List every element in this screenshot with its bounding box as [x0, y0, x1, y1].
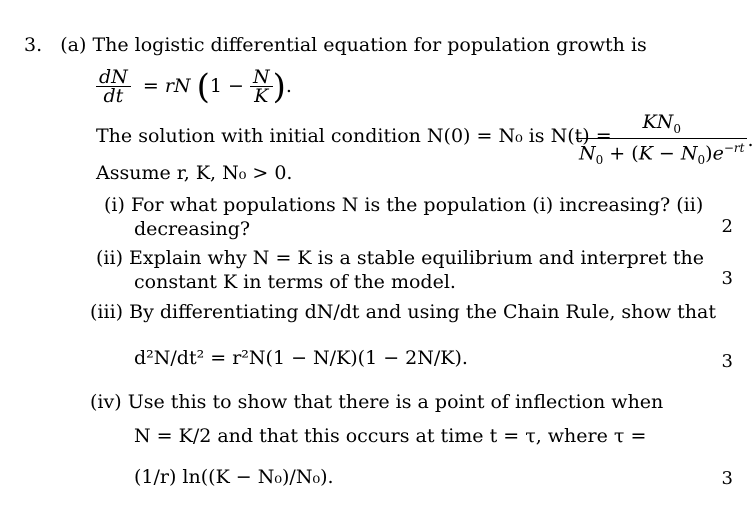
- part-iii-line1: By differentiating dN/dt and using the Chain Rule, show that: [129, 301, 716, 323]
- part-ii-marks: 3: [721, 268, 733, 289]
- part-ii-line1: Explain why N = K is a stable equilibrium and interpret the: [129, 247, 704, 269]
- assumption: Assume r, K, N₀ > 0.: [96, 162, 293, 184]
- part-i: [104, 193, 703, 217]
- part-iii: [90, 300, 716, 324]
- part-iii-equation: [134, 346, 468, 370]
- intro-text: The logistic differential equation for population growth is: [92, 34, 647, 56]
- part-iv-label: (iv): [90, 391, 122, 413]
- logistic-de-display: $\frac{dN}{dt}$ = rN (1 − $\frac{N}{K}$ ).: [96, 75, 292, 97]
- part-iii-label: (iii): [90, 301, 124, 323]
- part-i-marks: 2: [721, 216, 733, 237]
- part-i-line1: For what populations N is the population (i) increasing? (ii): [130, 194, 704, 216]
- part-iii-line2: d²N/dt² = r²N(1 − N/K)(1 − 2N/K).: [134, 347, 468, 369]
- solution-line: [96, 124, 612, 148]
- part-iv-line3: (1/r) ln((K − N₀)/N₀).: [134, 466, 334, 488]
- part-ii-label: (ii): [96, 247, 123, 269]
- logistic-de: [96, 68, 292, 105]
- part-a-label: (a): [60, 34, 87, 56]
- part-iv: [90, 390, 663, 414]
- part-iii-marks: 3: [721, 351, 733, 372]
- part-i-line2: decreasing?: [134, 218, 251, 240]
- part-iv-line1: Use this to show that there is a point of inflection when: [127, 391, 664, 413]
- solution-lead: The solution with initial condition N(0) = N₀ is N(t) =: [96, 125, 612, 147]
- question-header: [24, 33, 647, 57]
- solution-rhs: $\frac{KN_0}{N_0 + (K - N_0)e^{-rt}}$ .: [576, 113, 754, 169]
- part-ii-line2: constant K in terms of the model.: [134, 271, 456, 293]
- part-ii: [96, 246, 704, 270]
- part-iv-marks: 3: [721, 468, 733, 489]
- part-i-label: (i): [104, 194, 125, 216]
- question-number: 3.: [24, 34, 43, 56]
- part-iv-line2: N = K/2 and that this occurs at time t = τ, where τ =: [134, 425, 647, 447]
